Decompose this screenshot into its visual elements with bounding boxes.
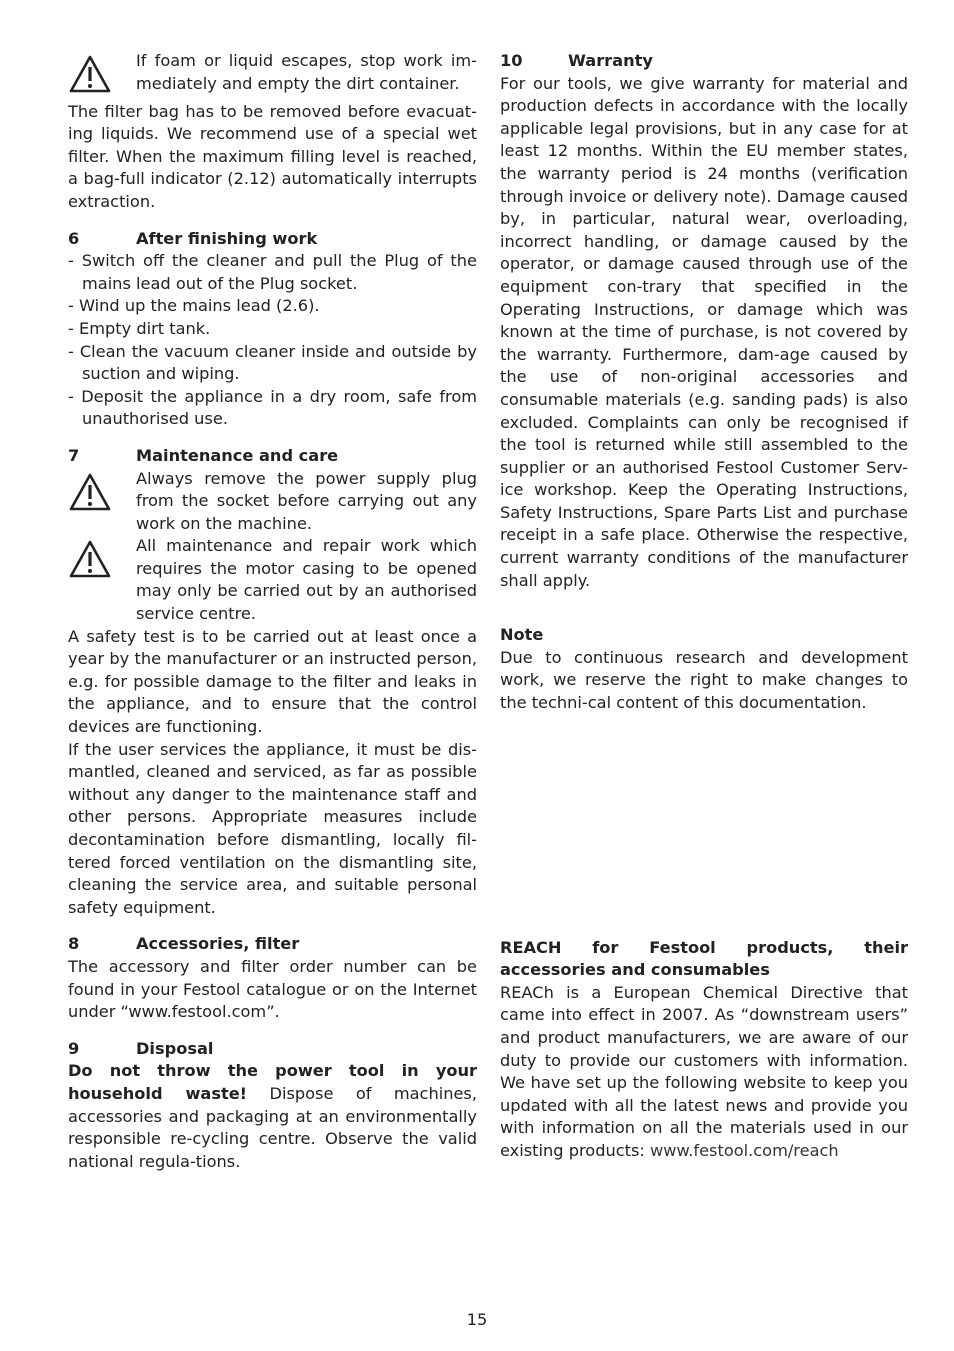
note-heading: Note [500, 625, 544, 645]
section-10-heading: 10 Warranty [500, 51, 653, 70]
section-7-heading: 7 Maintenance and care [68, 445, 339, 465]
list-item: - Switch off the cleaner and pull the Plug of the mains lead out of the Plug socket. [68, 250, 477, 295]
reach-link[interactable]: www.festool.com/reach [650, 1140, 839, 1160]
service-warning [68, 535, 477, 625]
list-item: - Deposit the appliance in a dry room, safe from unauthorised use. [68, 386, 477, 431]
section-8-heading: 8 Accessories, filter [68, 934, 300, 954]
section-9-heading: 9 Disposal [68, 1038, 214, 1058]
disposal-bold: Do not throw the power tool in your household waste! [68, 1061, 477, 1103]
foam-warning-text: If foam or liquid escapes, stop work im-mediately and empty the dirt container. [136, 51, 477, 93]
service-warning-text: All maintenance and repair work which requires the motor casing to be opened may only be carried out by an authorised service centre. [136, 536, 477, 624]
note-paragraph: Due to continuous research and development work, we reserve the right to make changes to the techni-cal content of this documentation. [500, 647, 908, 713]
reach-text: REACh is a European Chemical Directive that came into effect in 2007. As “downstream users” and product manufacturers, we are aware of our duty to provide our customers with information. We have set up the following website to keep you updated with all the latest news and provide you with information on all the materials used in our existing products: [500, 982, 908, 1160]
section-6-heading: 6 After finishing work [68, 228, 318, 248]
list-item: - Wind up the mains lead (2.6). [68, 295, 477, 318]
warning-triangle-icon [68, 50, 136, 101]
after-work-list [68, 250, 477, 431]
foam-paragraph: The filter bag has to be removed before evacuat-ing liquids. We recommend use of a special wet filter. When the maximum filling level is reached, a bag-full indicator (2.12) automatically interrupts extraction. [68, 101, 477, 211]
user-service-paragraph: If the user services the appliance, it must be dis-mantled, cleaned and serviced, as far as possible without any danger to the maintenance staff and other persons. Appropriate measures include decontamination before dismantling, locally fil-tered forced ventilation on the dismantling site, cleaning the service area, and suitable personal safety equipment. [68, 739, 477, 917]
list-item: - Empty dirt tank. [68, 318, 477, 341]
right-column [500, 50, 908, 1163]
accessories-paragraph: The accessory and filter order number can be found in your Festool catalogue or on the Internet under “www.festool.com”. [68, 956, 477, 1022]
safety-test-paragraph: A safety test is to be carried out at least once a year by the manufacturer or an instructed person, e.g. for possible damage to the filter and leaks in the appliance, and to ensure that the control devices are functioning. [68, 626, 477, 737]
warranty-paragraph: For our tools, we give warranty for material and production defects in accordance with the locally applicable legal provisions, but in any case for at least 12 months. Within the EU member states, the warranty period is 24 months (verification through invoice or delivery note). Damage caused by, in particular, natural wear, overloading, incorrect handling, or damage caused by the operator, or damage caused through use of the equipment con-trary that specified in the Operating Instructions, or damage which was known at the time of purchase, is not covered by the warranty. Furthermore, dam-age caused by the use of non-original accessories and consumable materials (e.g. sanding pads) is also excluded. Complaints can only be recognised if the tool is returned while still assembled to the supplier or an authorised Festool Customer Serv-ice workshop. Keep the Operating Instructions, Safety Instructions, Spare Parts List and purchase receipt in a safe place. Otherwise the respective, current warranty conditions of the manufacturer shall apply. [500, 73, 908, 590]
reach-heading: REACH for Festool products, their accessories and consumables [500, 937, 908, 980]
reach-paragraph [500, 982, 908, 1163]
plug-warning [68, 468, 477, 536]
disposal-text: Dispose of machines, accessories and packaging at an environmentally responsible re-cycling centre. Observe the valid national regula-tions. [68, 1083, 478, 1171]
list-item: - Clean the vacuum cleaner inside and outside by suction and wiping. [68, 341, 477, 386]
plug-warning-text: Always remove the power supply plug from the socket before carrying out any work on the machine. [136, 468, 477, 533]
foam-warning [68, 50, 477, 101]
disposal-paragraph [68, 1060, 477, 1173]
warning-triangle-icon [68, 535, 136, 586]
warning-triangle-icon [68, 468, 136, 519]
page-number: 15 [466, 1310, 488, 1329]
left-column [68, 50, 477, 1173]
